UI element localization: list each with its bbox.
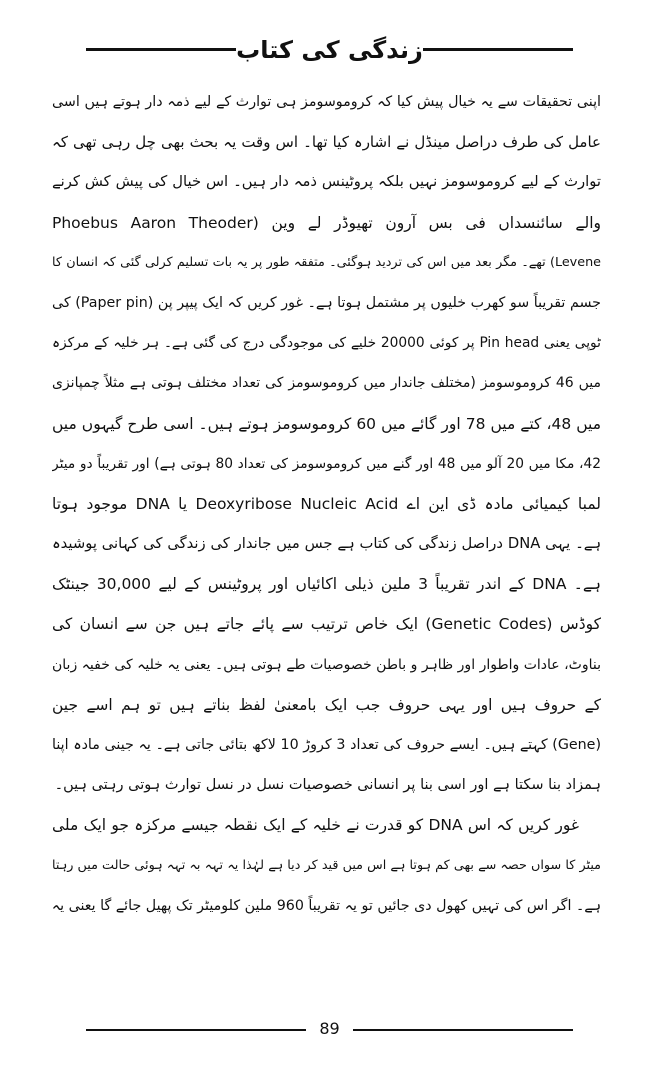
body-text [52,82,601,926]
text-line: Levene) تھے۔ مگر بعد میں اس کی تردید ہوگئی۔ متفقہ طور پر یہ بات تسلیم کرلی گئی کہ انسان کا [52,254,601,270]
text-line: ہے۔ اگر اس کی تہیں کھول دی جائیں تو یہ تقریباً 960 ملین کلومیٹر تک پھیل جائے گا یعنی یہ [52,897,601,914]
text-line: عامل کی طرف دراصل مینڈل نے اشارہ کیا تھا۔ اس وقت یہ بحث بھی چل رہی تھی کہ [52,133,601,152]
paragraph-end-line: ہمزاد بنا سکتا ہے اور اسی بنا پر انسانی خصوصیات نسل در نسل توارث ہوتی رہتی ہیں۔ [54,777,601,794]
footer-rule-right [353,1029,573,1031]
footer-rule-left [86,1029,306,1031]
page-footer [86,1016,573,1046]
paragraph-start-line: غور کریں کہ اس DNA کو قدرت نے خلیہ کے ایک نقطہ جیسے مرکزہ جو ایک ملی [52,816,579,835]
text-line: 42، مکا میں 20 آلو میں 48 اور گنے میں کروموسومز کی تعداد 80 ہوتی ہے) اور تقریباً دو میٹر [52,455,601,472]
text-line: ہے۔ یہی DNA دراصل زندگی کی کتاب ہے جس میں جاندار کی زندگی کی کہانی پوشیدہ [52,535,601,553]
text-line: بناوٹ، عادات واطوار اور ظاہر و باطن خصوصیات طے ہوتی ہیں۔ یعنی یہ خلیہ کی خفیہ زبان [52,656,601,673]
text-line: ہے۔ DNA کے اندر تقریباً 3 ملین ذیلی اکائیاں اور پروٹینس کے لیے 30,000 جینٹک [52,575,601,594]
text-line: میٹر کا سواں حصہ سے بھی کم ہوتا ہے اس میں قید کر دیا ہے لہٰذا یہ تہہ بہ تہہ ہوئی حالت میں رہتا [52,857,601,873]
text-line: کوڈس (Genetic Codes) ایک خاص ترتیب سے پائے جاتے ہیں جن سے انسان کی [52,615,601,634]
header-rule-left [86,48,236,51]
text-line: (Gene) کہتے ہیں۔ ایسے حروف کی تعداد 3 کروڑ 10 لاکھ بتائی جاتی ہے۔ یہ جینی مادہ اپنا [52,737,601,753]
text-line: جسم تقریباً سو کھرب خلیوں پر مشتمل ہوتا ہے۔ غور کریں کہ ایک پیپر پن (Paper pin) کی [52,294,601,311]
text-line: والے سائنسداں فی بس آرون تھیوڈر لے وین (Phoebus Aaron Theoder [52,213,601,232]
text-line: اپنی تحقیقات سے یہ خیال پیش کیا کہ کروموسومز ہی توارث کے لیے ذمہ دار ہوتے ہیں اسی [52,94,601,110]
text-line: توارث کے لیے کروموسومز نہیں بلکہ پروٹینس ذمہ دار ہیں۔ اس خیال کی پیش کش کرنے [52,173,601,191]
page-number: 89 [319,1019,340,1038]
text-line: میں 46 کروموسومز (مختلف جاندار میں کروموسومز کی تعداد مختلف ہوتی ہے مثلاً چمپانزی [52,375,601,392]
header-rule-right [423,48,573,51]
text-line: ٹوپی یعنی Pin head پر کوئی 20000 خلیے کی موجودگی درج کی گئی ہے۔ ہر خلیہ کے مرکزہ [52,335,601,352]
text-line: میں 48، کتے میں 78 اور گائے میں 60 کروموسومز ہوتے ہیں۔ اسی طرح گیہوں میں [52,414,601,433]
text-line: لمبا کیمیائی مادہ ڈی این اے Deoxyribose Nucleic Acid یا DNA موجود ہوتا [52,494,601,513]
running-title: زندگی کی کتاب [236,36,423,64]
text-line: کے حروف ہیں اور یہی حروف جب ایک بامعنیٰ لفظ بناتے ہیں تو ہم اسے جین [52,695,601,714]
page-header [86,30,573,70]
